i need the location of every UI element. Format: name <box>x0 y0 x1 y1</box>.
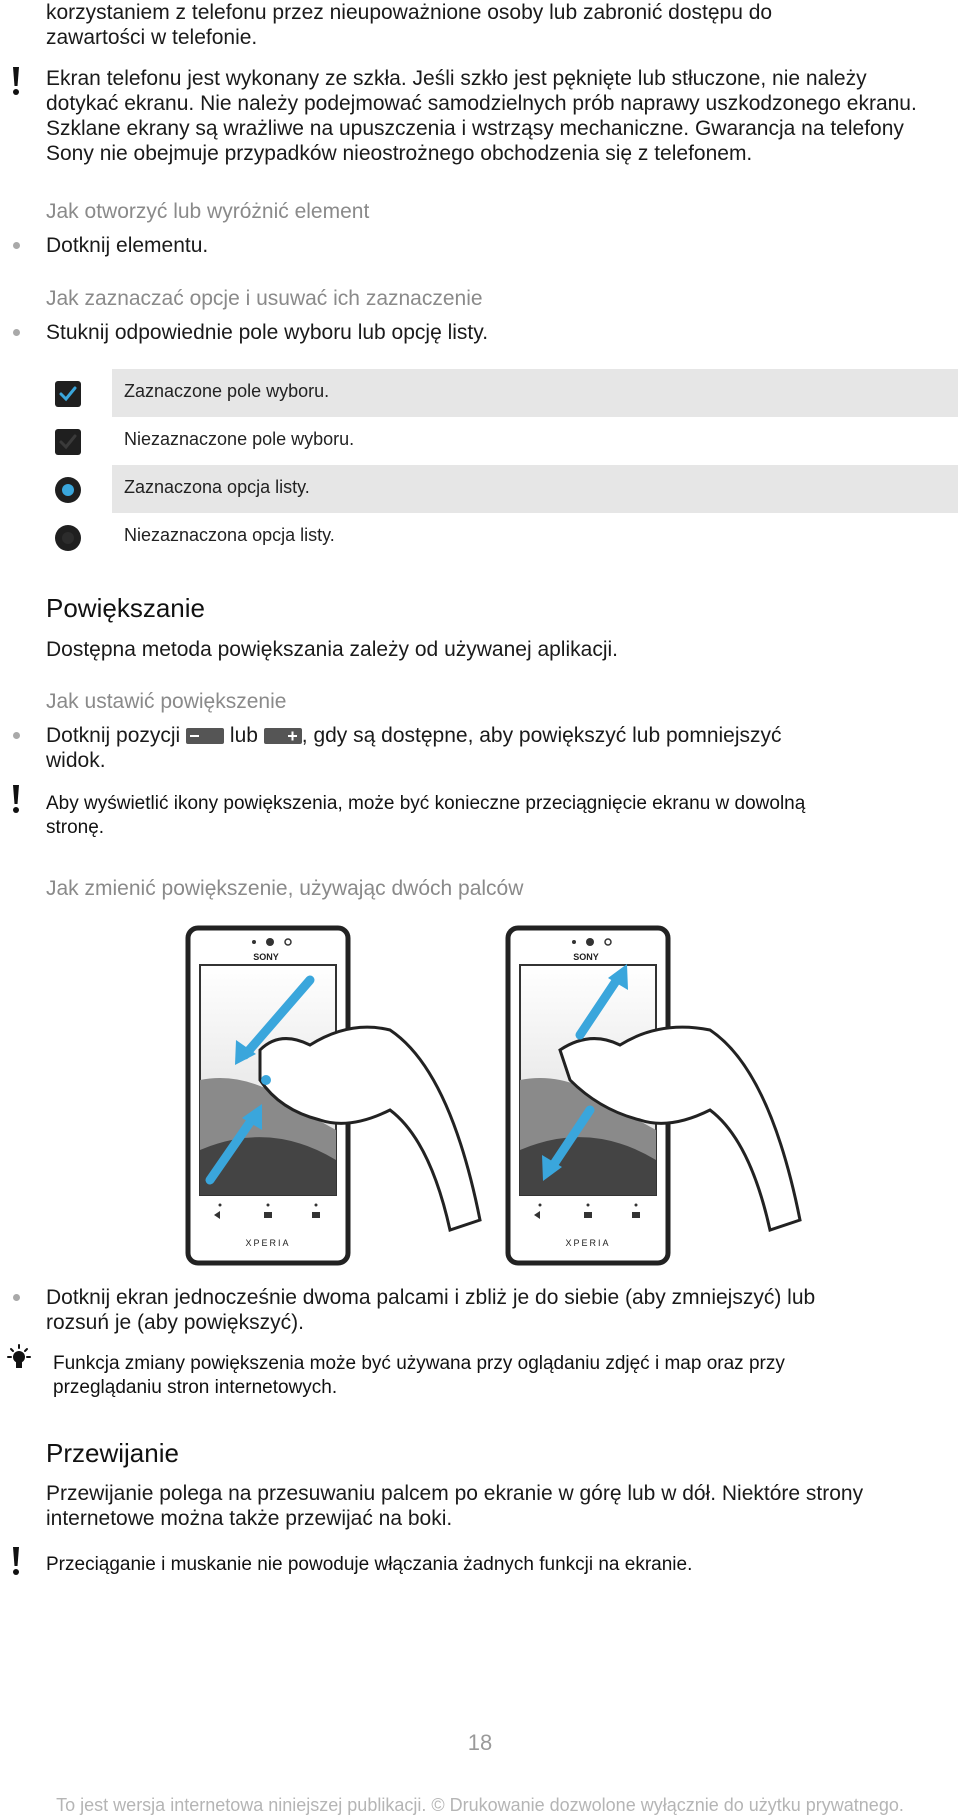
bullet <box>13 732 20 739</box>
option-row: Niezaznaczona opcja listy. <box>124 525 335 545</box>
pinch-step: Dotknij ekran jednocześnie dwoma palcami i zbliż je do siebie (aby zmniejszyć) lub rozsuń je (aby powiększyć). <box>46 1286 816 1334</box>
bullet <box>13 242 20 249</box>
scroll-text: Przewijanie polega na przesuwaniu palcem po ekranie w górę lub w dół. Niektóre strony internetowe można także przewijać na boki. <box>46 1482 864 1530</box>
unselected-radio-icon <box>54 524 82 552</box>
zoom-intro: Dostępna metoda powiększania zależy od używanej aplikacji. <box>46 638 618 661</box>
zoom-title: Powiększanie <box>46 593 205 623</box>
footer-text: To jest wersja internetowa niniejszej publikacji. © Drukowanie dozwolone wyłącznie do użytku prywatnego. <box>56 1795 904 1815</box>
phone-model-label: XPERIA <box>245 1238 291 1248</box>
warning-glass: Ekran telefonu jest wykonany ze szkła. Jeśli szkło jest pęknięte lub stłuczone, nie należy dotykać ekranu. Nie należy podejmować samodzielnych prób naprawy uszkodzonego ekranu. Szklane ekrany są wrażliwe na upuszczenia i wstrząsy mechaniczne. Gwarancja na telefony Sony nie obejmuje przypadków nieostrożnego obchodzenia się z telefonem. <box>46 67 917 165</box>
page-number: 18 <box>467 1730 493 1755</box>
pinch-zoom-illustration <box>150 920 870 1270</box>
scroll-title: Przewijanie <box>46 1438 179 1468</box>
scroll-warning: Przeciąganie i muskanie nie powoduje włączania żadnych funkcji na ekranie. <box>46 1554 693 1575</box>
option-row: Zaznaczona opcja listy. <box>112 465 958 513</box>
phone-pinch-in <box>188 928 480 1263</box>
option-row: Zaznaczone pole wyboru. <box>112 369 958 417</box>
phone-model-label: XPERIA <box>565 1238 611 1248</box>
phone-pinch-out <box>508 928 800 1263</box>
select-options-step: Stuknij odpowiednie pole wyboru lub opcję listy. <box>46 321 489 344</box>
select-options-heading: Jak zaznaczać opcje i usuwać ich zaznaczenie <box>46 287 483 310</box>
zoom-tip: Funkcja zmiany powiększenia może być używana przy oglądaniu zdjęć i map oraz przy przeglądaniu stron internetowych. <box>53 1353 785 1398</box>
phone-brand-label: SONY <box>253 952 279 962</box>
phone-brand-label: SONY <box>573 952 599 962</box>
zoom-out-icon[interactable] <box>186 728 224 744</box>
lightbulb-tip-icon <box>4 1344 34 1374</box>
zoom-step: Dotknij pozycji lub , gdy są dostępne, aby powiększyć lub pomniejszyć widok. <box>46 724 782 772</box>
bullet <box>13 329 20 336</box>
intro-text: korzystaniem z telefonu przez nieupoważnione osoby lub zabronić dostępu do zawartości w telefonie. <box>46 1 773 49</box>
checked-checkbox-icon <box>54 380 82 408</box>
pinch-heading: Jak zmienić powiększenie, używając dwóch palców <box>46 877 524 900</box>
open-item-heading: Jak otworzyć lub wyróżnić element <box>46 200 370 223</box>
open-item-step: Dotknij elementu. <box>46 234 209 257</box>
exclamation-icon <box>10 784 22 814</box>
zoom-set-heading: Jak ustawić powiększenie <box>46 690 287 713</box>
bullet <box>13 1294 20 1301</box>
zoom-in-icon[interactable] <box>264 728 302 744</box>
exclamation-icon <box>10 1546 22 1576</box>
unchecked-checkbox-icon <box>54 428 82 456</box>
option-row: Niezaznaczone pole wyboru. <box>124 429 355 449</box>
exclamation-icon <box>10 66 22 96</box>
selected-radio-icon <box>54 476 82 504</box>
zoom-warning: Aby wyświetlić ikony powiększenia, może być konieczne przeciągnięcie ekranu w dowolną stronę. <box>46 793 806 838</box>
